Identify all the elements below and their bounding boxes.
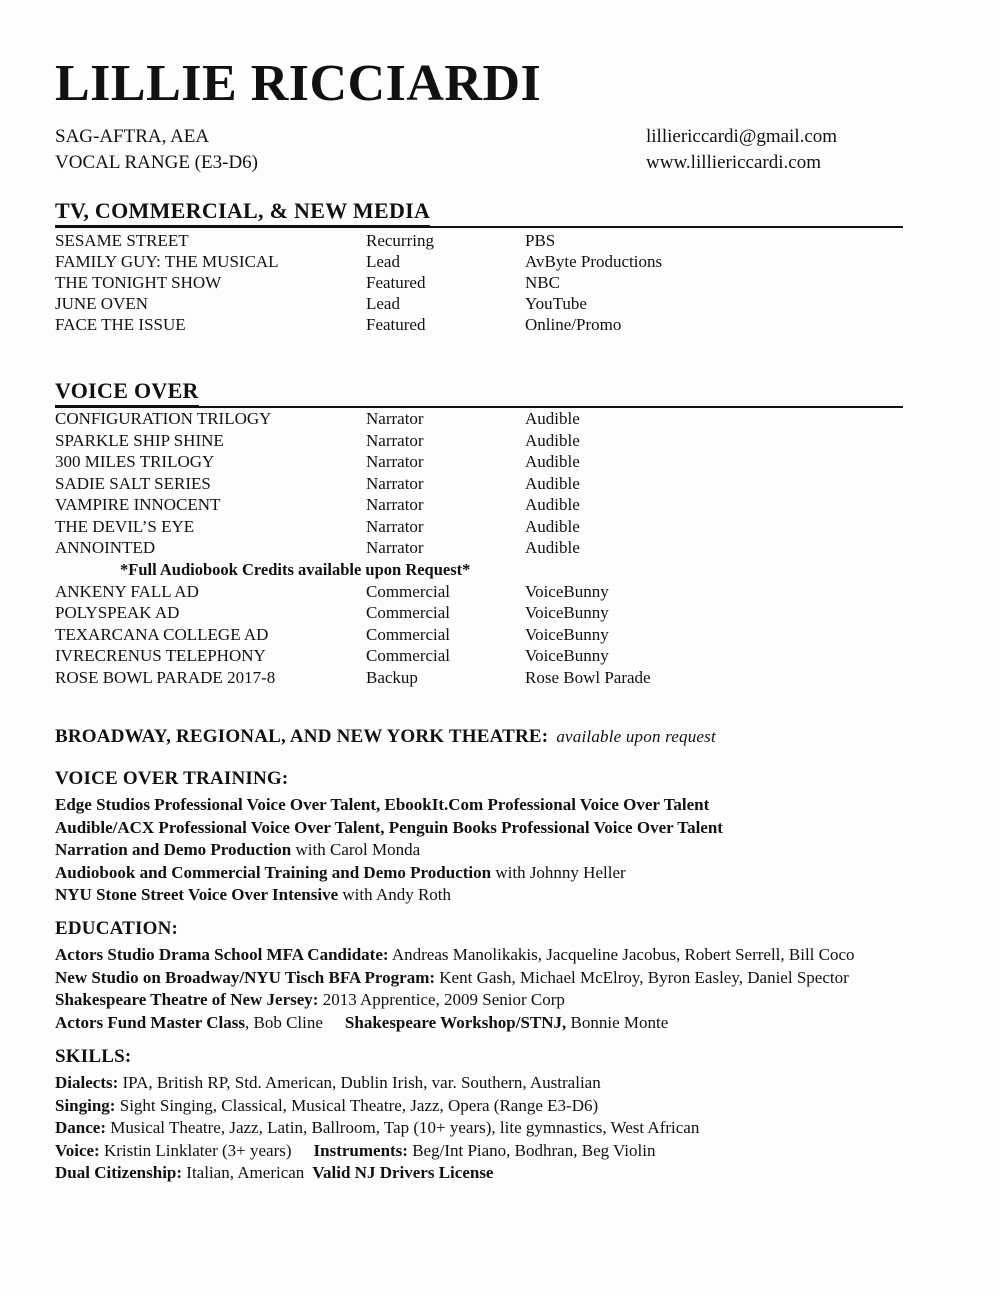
credit-project: CONFIGURATION TRILOGY xyxy=(55,409,272,428)
table-row xyxy=(0,272,1000,293)
training-entry xyxy=(55,794,955,817)
section-theatre xyxy=(55,726,955,748)
credit-company: Audible xyxy=(525,495,580,514)
audiobook-credits-note: *Full Audiobook Credits available upon Request* xyxy=(120,559,471,579)
section-heading-voice-over xyxy=(55,378,903,408)
table-row xyxy=(0,293,1000,314)
credit-company: VoiceBunny xyxy=(525,581,609,601)
training-program: Audible/ACX Professional Voice Over Talent, Penguin Books Professional Voice Over Talent xyxy=(55,817,723,837)
credit-role: Narrator xyxy=(366,495,424,514)
education-program: Shakespeare Theatre of New Jersey: xyxy=(55,990,319,1009)
section-education xyxy=(55,918,955,1034)
education-program: Actors Studio Drama School MFA Candidate: xyxy=(55,945,389,964)
training-program: Edge Studios Professional Voice Over Talent, EbookIt.Com Professional Voice Over Talent xyxy=(55,795,710,814)
training-instructor: with Andy Roth xyxy=(338,885,452,904)
email-address[interactable]: lilliericcardi@gmail.com xyxy=(646,126,838,147)
education-program: Shakespeare Workshop/STNJ, xyxy=(344,1012,567,1032)
table-row xyxy=(0,516,1000,538)
credit-project: FAMILY GUY: THE MUSICAL xyxy=(55,252,279,271)
credit-project: IVRECRENUS TELEPHONY xyxy=(55,646,266,665)
credit-role: Narrator xyxy=(366,516,424,536)
skill-entry xyxy=(55,1072,955,1095)
education-entry xyxy=(55,989,955,1012)
credit-role: Commercial xyxy=(366,581,451,601)
credit-role: Lead xyxy=(366,294,400,313)
skill-entry xyxy=(55,1162,955,1185)
education-faculty: Kent Gash, Michael McElroy, Byron Easley, Daniel Spector xyxy=(435,967,849,987)
theatre-availability-note: available upon request xyxy=(556,727,716,746)
training-entry xyxy=(55,839,955,862)
table-row xyxy=(0,451,1000,473)
credit-project: SESAME STREET xyxy=(55,231,189,250)
vocal-range: VOCAL RANGE (E3-D6) xyxy=(55,152,258,173)
credit-project: POLYSPEAK AD xyxy=(55,603,180,622)
education-program: Actors Fund Master Class xyxy=(55,1012,245,1032)
education-entry xyxy=(55,944,955,967)
section-title-tv: TV, COMMERCIAL, & NEW MEDIA xyxy=(55,198,430,228)
credit-project: ANNOINTED xyxy=(55,538,156,557)
credit-company: NBC xyxy=(525,273,560,292)
credit-project: JUNE OVEN xyxy=(55,294,149,313)
education-faculty: Andreas Manolikakis, Jacqueline Jacobus, Robert Serrell, Bill Coco xyxy=(388,945,855,964)
skill-category: Singing: xyxy=(55,1095,116,1115)
credit-project: TEXARCANA COLLEGE AD xyxy=(55,624,269,644)
credit-role: Commercial xyxy=(366,603,451,622)
credit-role: Backup xyxy=(366,667,418,687)
credit-company: Audible xyxy=(525,452,580,471)
training-entry xyxy=(55,884,955,907)
credit-role: Narrator xyxy=(366,473,424,493)
education-faculty: , Bob Cline xyxy=(244,1012,323,1032)
credit-project: SADIE SALT SERIES xyxy=(55,473,211,493)
credit-company: Rose Bowl Parade xyxy=(525,667,651,687)
section-title-theatre xyxy=(55,726,955,748)
credit-role: Narrator xyxy=(366,538,424,557)
credit-project: ANKENY FALL AD xyxy=(55,581,199,601)
skill-category: Dual Citizenship: xyxy=(55,1163,183,1182)
credit-project: 300 MILES TRILOGY xyxy=(55,452,215,471)
skill-category: Instruments: xyxy=(313,1140,408,1160)
credit-role: Featured xyxy=(366,315,426,334)
credits-table-voice-over xyxy=(0,408,1000,688)
credit-company: AvByte Productions xyxy=(525,252,663,271)
table-row xyxy=(0,667,1000,689)
contact-right-block xyxy=(646,124,837,176)
union-affiliations: SAG-AFTRA, AEA xyxy=(55,126,210,147)
theatre-heading-text: BROADWAY, REGIONAL, AND NEW YORK THEATRE: xyxy=(55,726,549,747)
training-entry xyxy=(55,817,955,840)
credit-role: Commercial xyxy=(366,624,451,644)
training-entry xyxy=(55,862,955,885)
table-row xyxy=(0,408,1000,430)
credit-project: VAMPIRE INNOCENT xyxy=(55,495,221,514)
training-program: NYU Stone Street Voice Over Intensive xyxy=(55,885,339,904)
table-row xyxy=(0,602,1000,624)
skill-entry xyxy=(55,1095,955,1118)
education-program: New Studio on Broadway/NYU Tisch BFA Program: xyxy=(55,967,436,987)
education-entry xyxy=(55,967,955,990)
skill-category: Dialects: xyxy=(55,1073,119,1092)
credit-role: Narrator xyxy=(366,452,424,471)
skill-values: Beg/Int Piano, Bodhran, Beg Violin xyxy=(407,1140,656,1160)
credit-company: Audible xyxy=(525,409,580,428)
credit-project: FACE THE ISSUE xyxy=(55,315,186,334)
section-vo-training xyxy=(55,768,955,907)
section-heading-tv xyxy=(55,198,903,228)
section-title-skills: SKILLS: xyxy=(55,1046,132,1067)
credit-project: THE TONIGHT SHOW xyxy=(55,273,222,292)
credit-project: SPARKLE SHIP SHINE xyxy=(55,430,224,450)
credit-company: VoiceBunny xyxy=(525,646,609,665)
credit-company: VoiceBunny xyxy=(525,603,609,622)
credit-project: ROSE BOWL PARADE 2017-8 xyxy=(55,667,276,687)
skill-values: Sight Singing, Classical, Musical Theatre, Jazz, Opera (Range E3-D6) xyxy=(115,1095,599,1115)
skill-category: Voice: xyxy=(55,1140,100,1160)
skill-entry xyxy=(55,1117,955,1140)
page-title: LILLIE RICCIARDI xyxy=(55,55,542,112)
credit-company: Audible xyxy=(525,473,580,493)
section-skills xyxy=(55,1046,955,1185)
drivers-license-note: Valid NJ Drivers License xyxy=(312,1163,494,1182)
training-instructor: with Johnny Heller xyxy=(491,862,626,882)
training-instructor: with Carol Monda xyxy=(291,840,421,859)
credit-company: YouTube xyxy=(525,294,587,313)
credit-role: Commercial xyxy=(366,646,451,665)
table-row xyxy=(0,624,1000,646)
credit-company: VoiceBunny xyxy=(525,624,609,644)
contact-left-block xyxy=(55,124,258,176)
credit-role: Narrator xyxy=(366,409,424,428)
credit-company: Audible xyxy=(525,430,580,450)
credits-table-tv xyxy=(0,230,1000,335)
table-row xyxy=(0,494,1000,516)
skill-values: Italian, American xyxy=(182,1163,305,1182)
website-url[interactable]: www.lilliericcardi.com xyxy=(646,152,821,173)
credit-role: Featured xyxy=(366,273,426,292)
education-faculty: 2013 Apprentice, 2009 Senior Corp xyxy=(318,990,565,1009)
education-faculty: Bonnie Monte xyxy=(566,1012,669,1032)
section-title-vo-training: VOICE OVER TRAINING: xyxy=(55,768,289,789)
training-program: Audiobook and Commercial Training and Demo Production xyxy=(55,862,492,882)
skill-category: Dance: xyxy=(55,1118,106,1137)
table-row xyxy=(0,581,1000,603)
credit-role: Narrator xyxy=(366,430,424,450)
table-row xyxy=(0,251,1000,272)
training-program: Narration and Demo Production xyxy=(55,840,292,859)
table-row xyxy=(0,537,1000,559)
education-entry xyxy=(55,1012,955,1035)
skill-values: Kristin Linklater (3+ years) xyxy=(99,1140,292,1160)
skill-values: Musical Theatre, Jazz, Latin, Ballroom, Tap (10+ years), lite gymnastics, West African xyxy=(105,1118,700,1137)
section-title-education: EDUCATION: xyxy=(55,918,179,939)
credit-company: PBS xyxy=(525,231,556,250)
table-row xyxy=(0,430,1000,452)
credit-company: Audible xyxy=(525,538,580,557)
credit-role: Recurring xyxy=(366,231,434,250)
table-row xyxy=(0,230,1000,251)
section-title-voice-over: VOICE OVER xyxy=(55,378,199,408)
table-row xyxy=(0,473,1000,495)
skill-entry xyxy=(55,1140,955,1163)
skill-values: IPA, British RP, Std. American, Dublin Irish, var. Southern, Australian xyxy=(118,1073,601,1092)
credit-company: Audible xyxy=(525,516,580,536)
credit-role: Lead xyxy=(366,252,400,271)
credit-company: Online/Promo xyxy=(525,315,622,334)
table-row xyxy=(0,314,1000,335)
table-row xyxy=(0,645,1000,667)
credit-project: THE DEVIL’S EYE xyxy=(55,516,195,536)
